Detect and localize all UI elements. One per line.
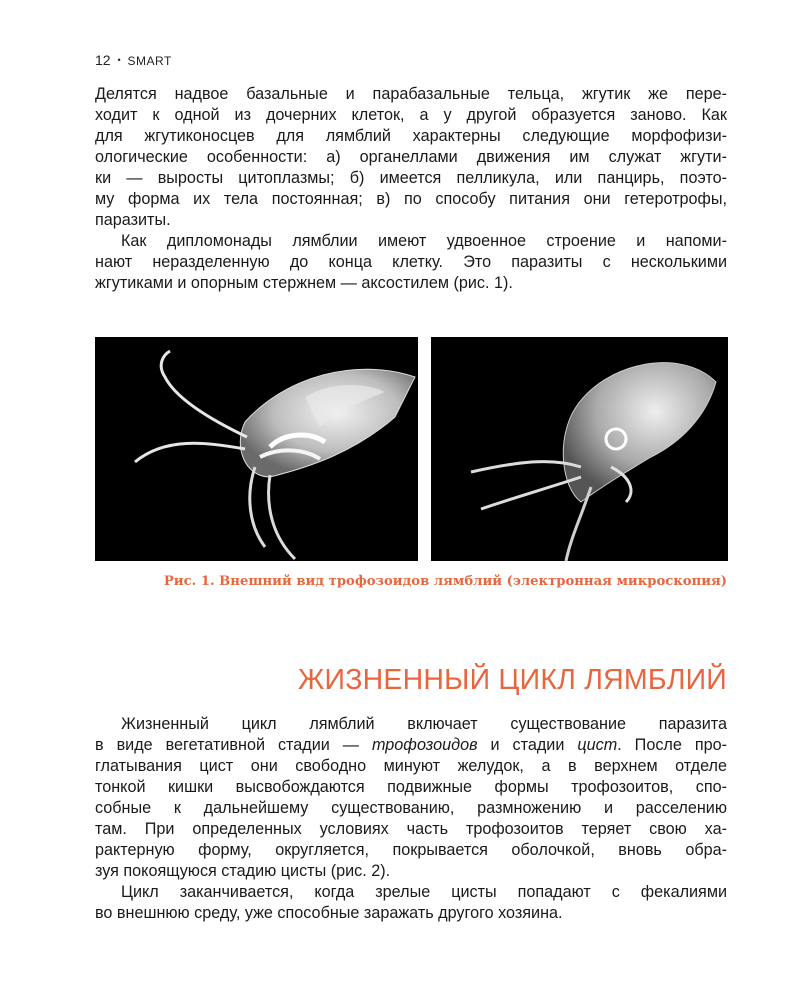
text-line: жгутиками и опорным стержнем — аксостилем (рис. 1). — [95, 274, 513, 292]
life-cycle-text — [95, 714, 727, 924]
text-span: и стадии — [477, 736, 578, 754]
text-span: в виде вегетативной стадии — — [95, 736, 372, 754]
page-number: 12 — [95, 52, 111, 68]
text-line: му форма их тела постоянная; в) по способу питания они гетеротрофы, — [95, 190, 727, 208]
text-span: . После про- — [617, 736, 727, 754]
term-trophozoid: трофозоидов — [371, 736, 478, 754]
term-cyst: цист — [577, 736, 618, 754]
text-line: ходит к одной из дочерних клеток, а у другой образуется заново. Как — [95, 106, 727, 124]
intro-text — [95, 84, 727, 294]
section-title: ЖИЗНЕННЫЙ ЦИКЛ ЛЯМБЛИЙ — [298, 664, 727, 696]
text-line: ки — выросты цитоплазмы; б) имеется пелликула, или панцирь, поэто- — [95, 169, 727, 187]
text-line: тонкой кишки высвобождаются подвижные формы трофозоитов, спо- — [95, 778, 727, 796]
text-line: Как дипломонады лямблии имеют удвоенное строение и напоми- — [121, 232, 727, 250]
brand-name: SMART — [127, 54, 172, 68]
text-line: собные к дальнейшему существованию, размножению и расселению — [95, 799, 727, 817]
text-line: паразиты. — [95, 211, 171, 229]
text-line — [95, 735, 727, 756]
text-line: для жгутиконосцев для лямблий характерны следующие морфофизи- — [95, 127, 727, 145]
text-line: во внешнюю среду, уже способные заражать другого хозяина. — [95, 904, 563, 922]
text-line: ологические особенности: а) органеллами движения им служат жгути- — [95, 148, 727, 166]
text-line: рактерную форму, округляется, покрывается оболочкой, вновь обра- — [95, 841, 727, 859]
header-separator: • — [117, 55, 121, 65]
text-line: Делятся надвое базальные и парабазальные тельца, жгутик же пере- — [95, 85, 727, 103]
giardia-micrograph-left — [95, 337, 418, 561]
text-line: нают неразделенную до конца клетку. Это паразиты с несколькими — [95, 253, 727, 271]
text-line: зуя покоящуюся стадию цисты (рис. 2). — [95, 862, 391, 880]
text-line: глатывания цист они свободно минуют желудок, а в верхнем отделе — [95, 757, 727, 775]
text-line: Жизненный цикл лямблий включает существование паразита — [121, 715, 727, 733]
figure-caption: Рис. 1. Внешний вид трофозоидов лямблий (электронная микроскопия) — [163, 574, 727, 589]
page-header — [95, 52, 172, 68]
text-line: там. При определенных условиях часть трофозоитов теряет свою ха- — [95, 820, 727, 838]
text-line: Цикл заканчивается, когда зрелые цисты попадают с фекалиями — [121, 883, 727, 901]
giardia-micrograph-right — [431, 337, 728, 561]
